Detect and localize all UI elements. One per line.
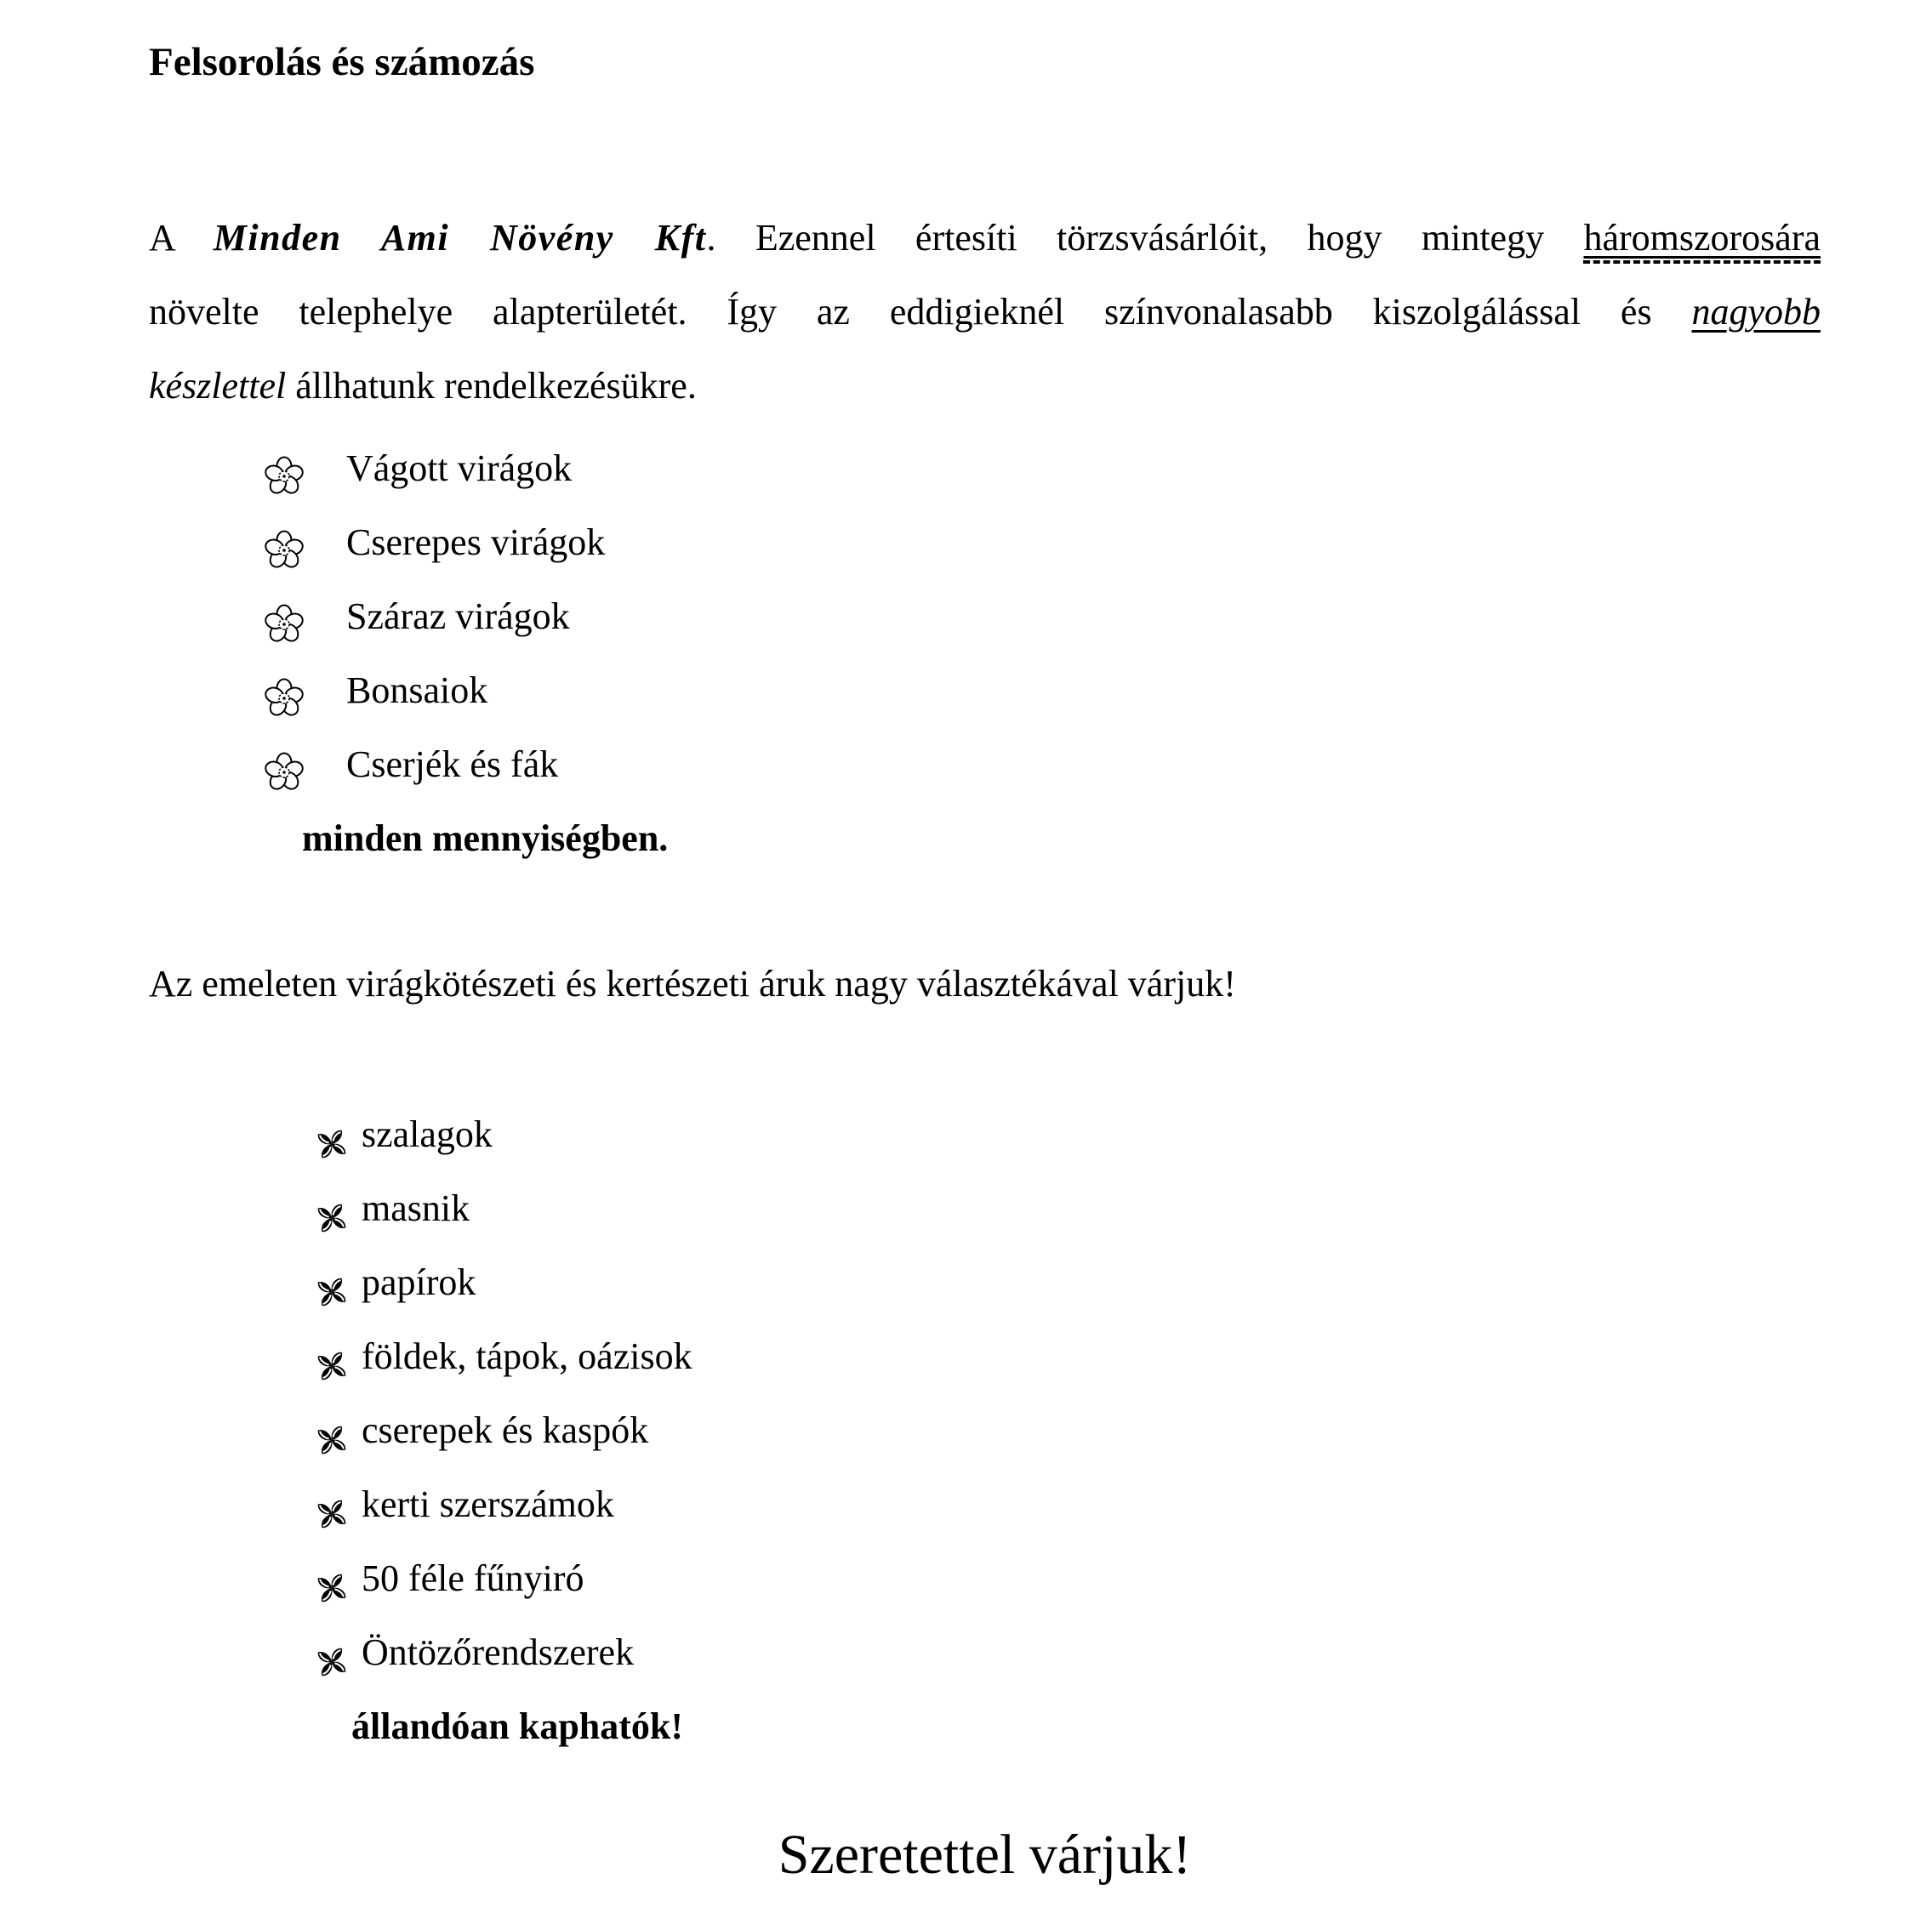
underlined-italic-word: nagyobb	[1691, 291, 1821, 333]
list-item-label: Bonsaiok	[346, 669, 488, 711]
four-leaves-dingbat-icon	[312, 1114, 351, 1153]
list-item-label: Cserjék és fák	[346, 743, 559, 785]
flower-list-footer: minden mennyiségben.	[302, 817, 669, 859]
list-item	[149, 1097, 1821, 1171]
list-item	[149, 579, 1821, 653]
intro-line-2	[149, 275, 1821, 349]
intro-line-3	[149, 349, 1821, 423]
four-leaves-dingbat-icon	[312, 1632, 351, 1671]
four-leaves-dingbat-icon	[312, 1336, 351, 1375]
italic-word: készlettel	[149, 365, 287, 407]
list-item	[149, 505, 1821, 579]
list-item-label: 50 féle fűnyiró	[362, 1557, 584, 1599]
list-item-label: földek, tápok, oázisok	[362, 1335, 692, 1377]
white-florette-flower-icon	[264, 669, 305, 710]
white-florette-flower-icon	[264, 743, 305, 784]
list-item	[149, 727, 1821, 801]
list-item	[149, 1245, 1821, 1319]
intro-line2-text: növelte telephelye alapterületét. Így az eddigieknél színvonalasabb kiszolgálással és	[149, 291, 1692, 333]
list-item-label: Cserepes virágok	[346, 521, 606, 563]
white-florette-flower-icon	[264, 521, 305, 562]
four-leaves-dingbat-icon	[312, 1484, 351, 1523]
list-item-label: kerti szerszámok	[362, 1483, 614, 1525]
intro-after-company: . Ezennel értesíti törzsvásárlóit, hogy mintegy	[706, 217, 1584, 259]
list-item-label: papírok	[362, 1261, 476, 1303]
leaf-list-footer: állandóan kaphatók!	[351, 1705, 684, 1747]
intro-paragraph	[149, 201, 1821, 423]
closing-line: Szeretettel várjuk!	[778, 1824, 1192, 1886]
list-item	[149, 1319, 1821, 1393]
company-name: Minden Ami Növény Kft	[213, 217, 707, 259]
four-leaves-dingbat-icon	[312, 1262, 351, 1301]
list-item-label: Száraz virágok	[346, 595, 570, 637]
intro-line3-rest: állhatunk rendelkezésükre.	[286, 365, 697, 407]
list-item	[149, 1615, 1821, 1689]
list-item	[149, 653, 1821, 727]
list-item-label: Vágott virágok	[346, 447, 573, 489]
white-florette-flower-icon	[264, 447, 305, 488]
list-item	[149, 1171, 1821, 1245]
list-item-label: cserepek és kaspók	[362, 1409, 649, 1451]
four-leaves-dingbat-icon	[312, 1410, 351, 1449]
leaf-bullet-list	[149, 1097, 1821, 1689]
list-item-label: masnik	[362, 1187, 470, 1229]
list-item	[149, 1393, 1821, 1467]
flower-bullet-list	[149, 431, 1821, 801]
intro-line-1	[149, 201, 1821, 275]
middle-paragraph: Az emeleten virágkötészeti és kertészeti áruk nagy választékával várjuk!	[149, 963, 1236, 1005]
list-item-label: Öntözőrendszerek	[362, 1631, 635, 1673]
four-leaves-dingbat-icon	[312, 1558, 351, 1597]
page-title: Felsorolás és számozás	[149, 40, 535, 84]
list-item	[149, 1541, 1821, 1615]
list-item	[149, 431, 1821, 505]
list-item	[149, 1467, 1821, 1541]
four-leaves-dingbat-icon	[312, 1188, 351, 1227]
white-florette-flower-icon	[264, 595, 305, 636]
intro-prefix: A	[149, 217, 214, 259]
list-item-label: szalagok	[362, 1113, 493, 1155]
dashed-underlined-word: háromszorosára	[1583, 217, 1821, 264]
